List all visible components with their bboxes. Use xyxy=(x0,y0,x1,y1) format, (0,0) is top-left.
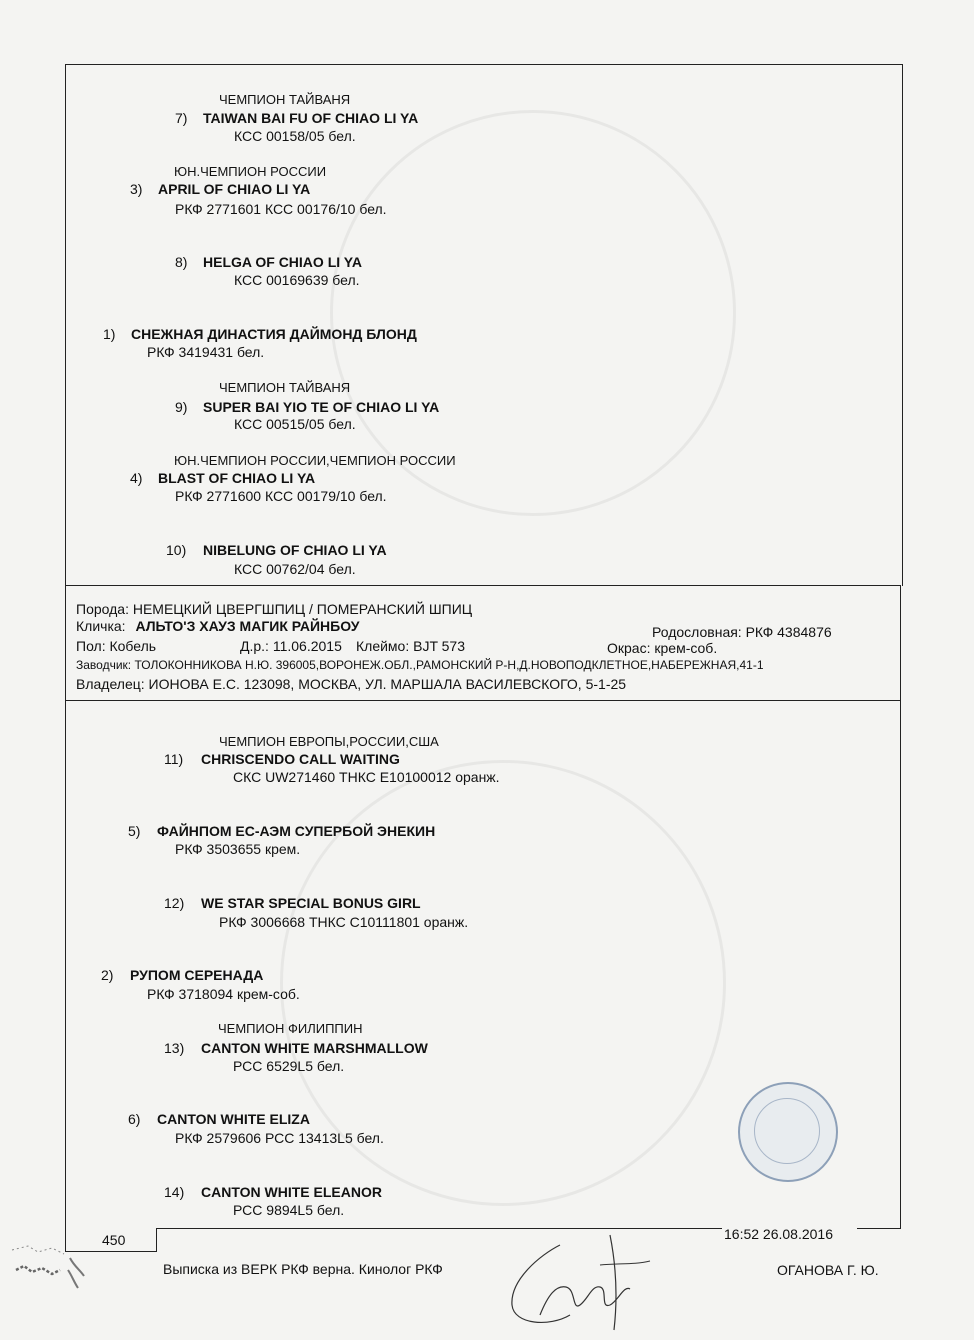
ancestor-7-title: ЧЕМПИОН ТАЙВАНЯ xyxy=(219,92,351,107)
brand-value: Клеймо: BJT 573 xyxy=(356,638,466,654)
ancestor-6-name: CANTON WHITE ELIZA xyxy=(157,1111,310,1127)
ancestor-6-reg: РКФ 2579606 РСС 13413L5 бел. xyxy=(175,1130,384,1146)
owner-value: ИОНОВА Е.С. 123098, МОСКВА, УЛ. МАРШАЛА ВАСИЛЕВСКОГО, 5-1-25 xyxy=(148,676,627,692)
breed-value: НЕМЕЦКИЙ ЦВЕРГШПИЦ / ПОМЕРАНСКИЙ ШПИЦ xyxy=(132,601,473,617)
ancestor-9-name: SUPER BAI YIO TE OF CHIAO LI YA xyxy=(203,399,440,415)
ancestor-4-name: BLAST OF CHIAO LI YA xyxy=(158,470,316,486)
owner-row xyxy=(76,676,626,692)
ancestor-8-num: 8) xyxy=(175,254,188,270)
ancestor-8-name: HELGA OF CHIAO LI YA xyxy=(203,254,362,270)
signature xyxy=(500,1225,670,1335)
ancestor-14-num: 14) xyxy=(164,1184,185,1200)
footer-divider-right xyxy=(857,1228,901,1229)
dob-value: Д.р.: 11.06.2015 xyxy=(240,638,342,654)
ancestor-14-name: CANTON WHITE ELEANOR xyxy=(201,1184,382,1200)
breeder-value: ТОЛОКОННИКОВА Н.Ю. 396005,ВОРОНЕЖ.ОБЛ.,РАМОНСКИЙ Р-Н,Д.НОВОПОДКЛЕТНОЕ,НАБЕРЕЖНАЯ,41-1 xyxy=(134,658,764,672)
dog-name-label: Кличка: xyxy=(76,618,126,634)
ancestor-5-reg: РКФ 3503655 крем. xyxy=(175,841,301,857)
rkf-seal-stamp xyxy=(738,1082,838,1182)
pedigree-value: РКФ 4384876 xyxy=(745,624,832,640)
ancestor-9-num: 9) xyxy=(175,399,188,415)
dog-name-row xyxy=(76,618,359,634)
breeder-row xyxy=(76,657,764,673)
ancestor-10-num: 10) xyxy=(166,542,187,558)
ancestor-2-reg: РКФ 3718094 крем-соб. xyxy=(147,986,300,1002)
ancestor-7-reg: КСС 00158/05 бел. xyxy=(234,128,356,144)
ancestor-2-name: РУПОМ СЕРЕНАДА xyxy=(130,967,264,983)
ancestor-4-title: ЮН.ЧЕМПИОН РОССИИ,ЧЕМПИОН РОССИИ xyxy=(174,453,456,468)
ancestor-2-num: 2) xyxy=(101,967,114,983)
ancestor-1-num: 1) xyxy=(103,326,116,342)
ancestor-4-reg: РКФ 2771600 КСС 00179/10 бел. xyxy=(175,488,387,504)
print-timestamp: 16:52 26.08.2016 xyxy=(724,1226,833,1242)
ancestor-13-title: ЧЕМПИОН ФИЛИППИН xyxy=(218,1021,363,1036)
ancestor-1-reg: РКФ 3419431 бел. xyxy=(147,344,265,360)
ancestor-1-name: СНЕЖНАЯ ДИНАСТИЯ ДАЙМОНД БЛОНД xyxy=(131,326,417,342)
ancestor-11-num: 11) xyxy=(164,751,184,767)
ancestor-3-reg: РКФ 2771601 КСС 00176/10 бел. xyxy=(175,201,387,217)
ancestor-13-num: 13) xyxy=(164,1040,185,1056)
ancestor-14-reg: РСС 9894L5 бел. xyxy=(233,1202,345,1218)
ancestor-10-reg: КСС 00762/04 бел. xyxy=(234,561,356,577)
ancestor-4-num: 4) xyxy=(130,470,143,486)
ancestor-9-title: ЧЕМПИОН ТАЙВАНЯ xyxy=(219,380,351,395)
ancestor-13-name: CANTON WHITE MARSHMALLOW xyxy=(201,1040,428,1056)
ancestor-13-reg: РСС 6529L5 бел. xyxy=(233,1058,345,1074)
owner-label: Владелец: xyxy=(76,676,145,692)
ancestor-11-name: CHRISCENDO CALL WAITING xyxy=(201,751,400,767)
pedigree-row xyxy=(652,624,832,640)
ancestor-8-reg: КСС 00169639 бел. xyxy=(234,272,360,288)
ancestor-11-title: ЧЕМПИОН ЕВРОПЫ,РОССИИ,США xyxy=(219,734,439,749)
handwritten-marks xyxy=(8,1236,88,1296)
ancestor-12-num: 12) xyxy=(164,895,185,911)
ancestor-6-num: 6) xyxy=(128,1111,141,1127)
document-number-box: 450 xyxy=(65,1228,157,1252)
ancestor-5-num: 5) xyxy=(128,823,141,839)
coat-color-value: Окрас: крем-соб. xyxy=(607,640,718,656)
ancestor-9-reg: КСС 00515/05 бел. xyxy=(234,416,356,432)
sex-value: Пол: Кобель xyxy=(76,638,157,654)
ancestor-7-name: TAIWAN BAI FU OF CHIAO LI YA xyxy=(203,110,419,126)
breed-row xyxy=(76,601,472,617)
top-frame xyxy=(65,64,903,586)
breeder-label: Заводчик: xyxy=(76,658,132,672)
ancestor-3-title: ЮН.ЧЕМПИОН РОССИИ xyxy=(174,164,327,179)
pedigree-label: Родословная: xyxy=(652,624,742,640)
ancestor-3-num: 3) xyxy=(130,181,143,197)
signatory-name: ОГАНОВА Г. Ю. xyxy=(777,1262,879,1278)
dog-name-value: АЛЬТО'З ХАУЗ МАГИК РАЙНБОУ xyxy=(135,618,360,634)
ancestor-5-name: ФАЙНПОМ ЕС-АЭМ СУПЕРБОЙ ЭНЕКИН xyxy=(157,823,436,839)
ancestor-7-num: 7) xyxy=(175,110,188,126)
ancestor-12-reg: РКФ 3006668 ТНКС С10111801 оранж. xyxy=(219,914,469,930)
ancestor-10-name: NIBELUNG OF CHIAO LI YA xyxy=(203,542,387,558)
breed-label: Порода: xyxy=(76,601,129,617)
verification-statement: Выписка из ВЕРК РКФ верна. Кинолог РКФ xyxy=(163,1261,443,1277)
ancestor-3-name: APRIL OF CHIAO LI YA xyxy=(158,181,311,197)
ancestor-11-reg: СКС UW271460 ТНКС E10100012 оранж. xyxy=(233,769,500,785)
ancestor-12-name: WE STAR SPECIAL BONUS GIRL xyxy=(201,895,421,911)
